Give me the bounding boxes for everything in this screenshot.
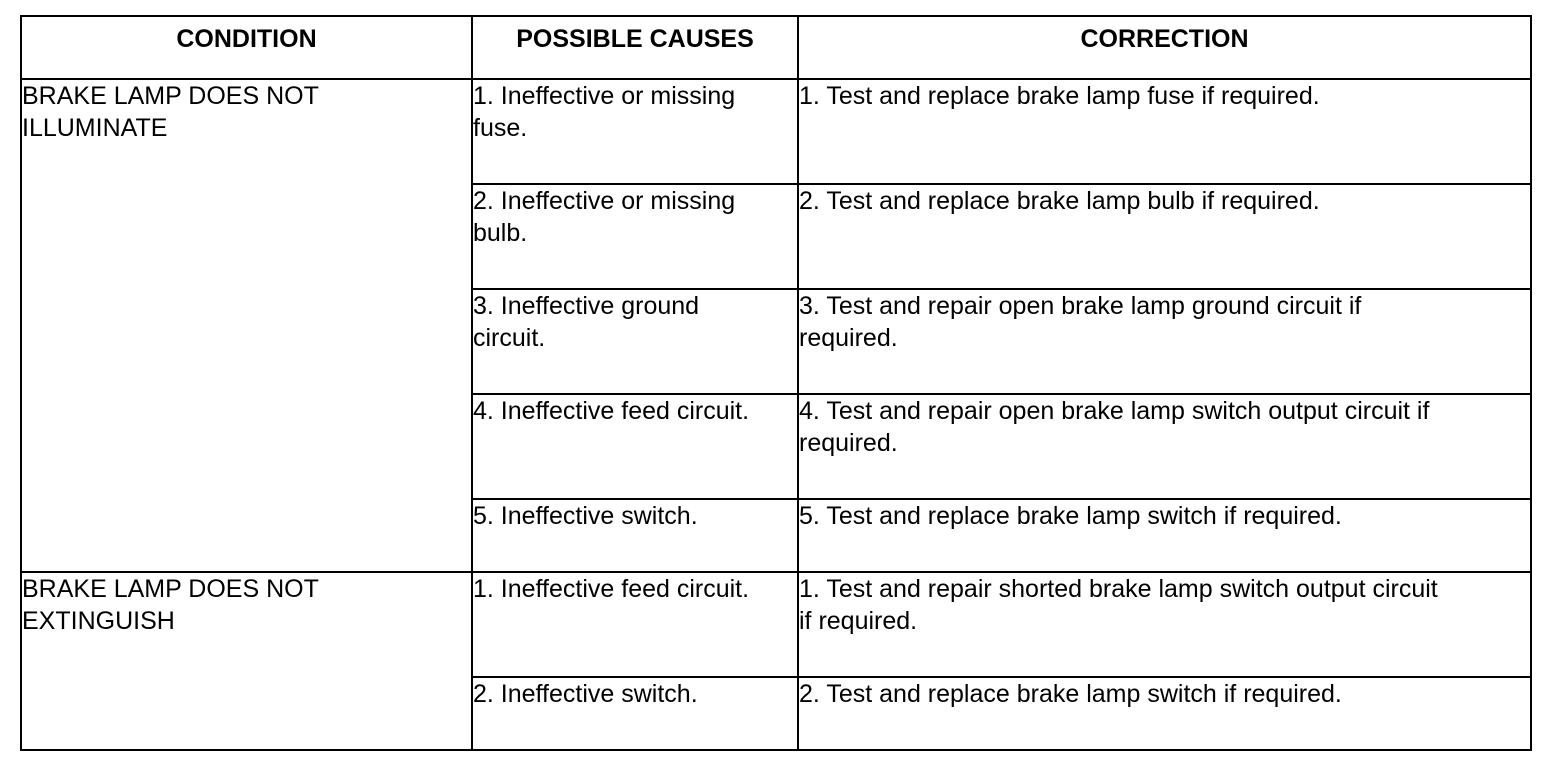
table-row [21,79,1531,184]
condition-cell [21,572,472,750]
condition-text: BRAKE LAMP DOES NOT [22,575,319,603]
condition-text: BRAKE LAMP DOES NOT [22,82,319,110]
correction-text: if required. [799,607,918,635]
correction-text: 4. Test and repair open brake lamp switch output circuit if [799,397,1430,425]
cause-text: 3. Ineffective ground [473,292,700,320]
cause-cell [472,289,798,394]
table-row [21,572,1531,677]
condition-text: EXTINGUISH [22,607,175,635]
correction-cell [798,677,1531,750]
condition-cell [21,79,472,572]
condition-text: ILLUMINATE [22,114,168,142]
correction-cell [798,572,1531,677]
header-correction: CORRECTION [798,16,1531,79]
correction-text: required. [799,429,898,457]
cause-text: 1. Ineffective feed circuit. [473,575,750,603]
cause-text: circuit. [473,324,546,352]
cause-cell [472,79,798,184]
cause-text: fuse. [473,114,528,142]
header-possible-causes: POSSIBLE CAUSES [472,16,798,79]
correction-text: 1. Test and replace brake lamp fuse if required. [799,82,1320,110]
correction-text: 2. Test and replace brake lamp switch if required. [799,680,1342,708]
cause-text: 1. Ineffective or missing [473,82,736,110]
correction-text: 5. Test and replace brake lamp switch if required. [799,502,1342,530]
header-condition: CONDITION [21,16,472,79]
correction-text: 2. Test and replace brake lamp bulb if required. [799,187,1320,215]
cause-cell [472,184,798,289]
correction-cell [798,184,1531,289]
cause-text: 2. Ineffective or missing [473,187,736,215]
correction-cell [798,79,1531,184]
correction-text: 3. Test and repair open brake lamp ground circuit if [799,292,1362,320]
correction-cell [798,394,1531,499]
cause-cell [472,499,798,572]
header-row [21,16,1531,79]
correction-text: required. [799,324,898,352]
correction-text: 1. Test and repair shorted brake lamp switch output circuit [799,575,1438,603]
diagnosis-table [20,15,1532,751]
cause-text: 2. Ineffective switch. [473,680,698,708]
correction-cell [798,499,1531,572]
correction-cell [798,289,1531,394]
cause-text: 5. Ineffective switch. [473,502,698,530]
cause-cell [472,677,798,750]
cause-cell [472,394,798,499]
cause-cell [472,572,798,677]
cause-text: 4. Ineffective feed circuit. [473,397,750,425]
cause-text: bulb. [473,219,528,247]
